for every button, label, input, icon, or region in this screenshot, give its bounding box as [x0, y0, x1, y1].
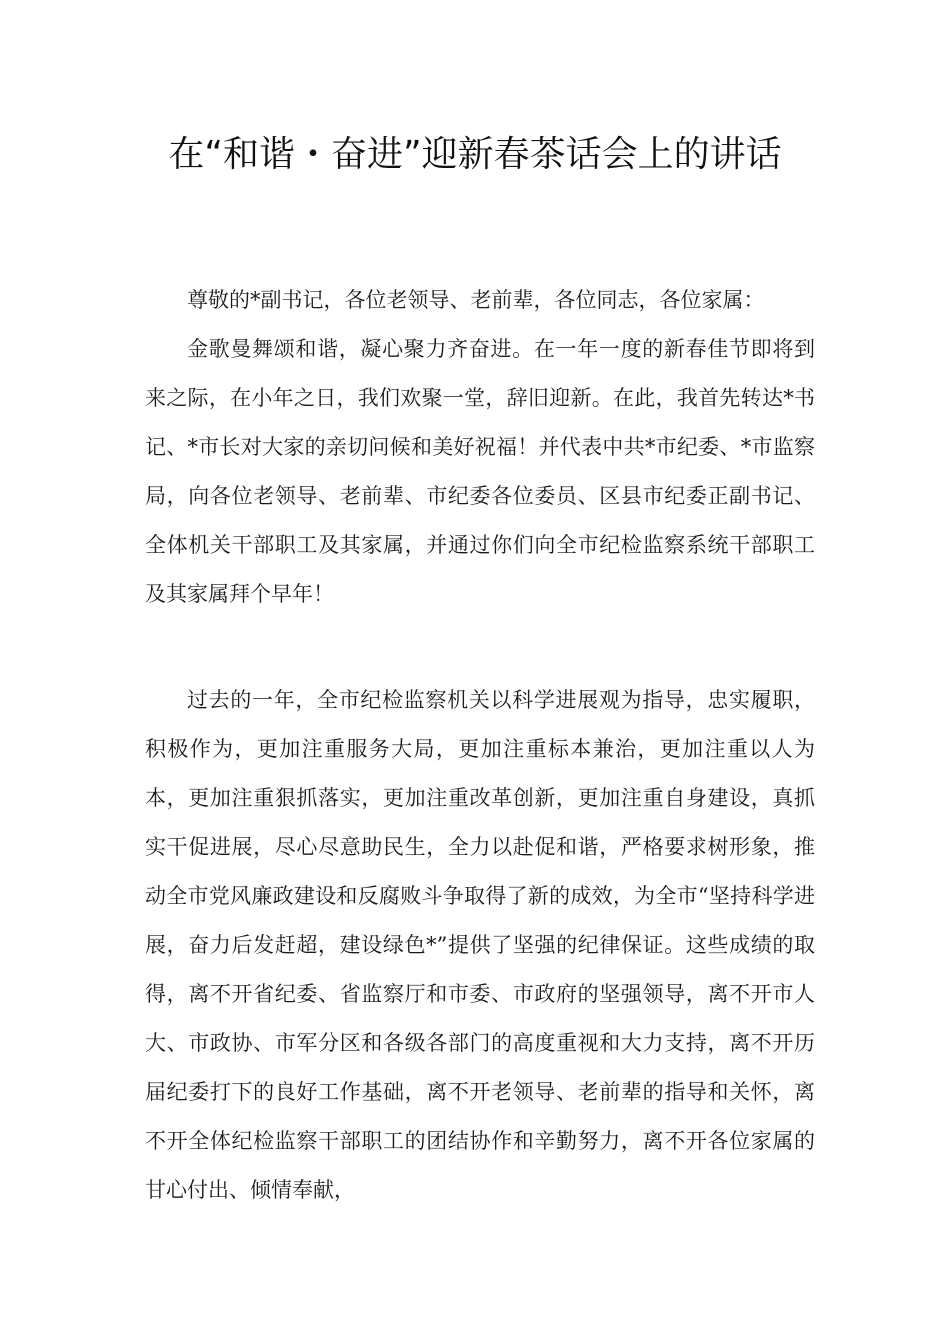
salutation-paragraph: 尊敬的*副书记，各位老领导、老前辈，各位同志，各位家属：: [187, 288, 765, 312]
review-section: [145, 676, 815, 1215]
review-paragraph: 过去的一年，全市纪检监察机关以科学进展观为指导，忠实履职，积极作为，更加注重服务大局，更加注重标本兼治，更加注重以人为本，更加注重狠抓落实，更加注重改革创新，更加注重自身建设，真抓实干促进展，尽心尽意助民生，全力以赴促和谐，严格要求树形象，推动全市党风廉政建设和反腐败斗争取得了新的成效，为全市“坚持科学进展，奋力后发赶超，建设绿色*”提供了坚强的纪律保证。这些成绩的取得，离不开省纪委、省监察厅和市委、市政府的坚强领导，离不开市人大、市政协、市军分区和各级各部门的高度重视和大力支持，离不开历届纪委打下的良好工作基础，离不开老领导、老前辈的指导和关怀，离不开全体纪检监察干部职工的团结协作和辛勤努力，离不开各位家属的甘心付出、倾情奉献，: [145, 688, 815, 1202]
opening-section: [145, 276, 815, 619]
document-title: 在“和谐・奋进”迎新春茶话会上的讲话: [168, 134, 782, 175]
greeting-paragraph: 金歌曼舞颂和谐，凝心聚力齐奋进。在一年一度的新春佳节即将到来之际，在小年之日，我们欢聚一堂，辞旧迎新。在此，我首先转达*书记、*市长对大家的亲切问候和美好祝福！并代表中共*市纪委、*市监察局，向各位老领导、老前辈、市纪委各位委员、区县市纪委正副书记、全体机关干部职工及其家属，并通过你们向全市纪检监察系统干部职工及其家属拜个早年！: [145, 337, 815, 606]
